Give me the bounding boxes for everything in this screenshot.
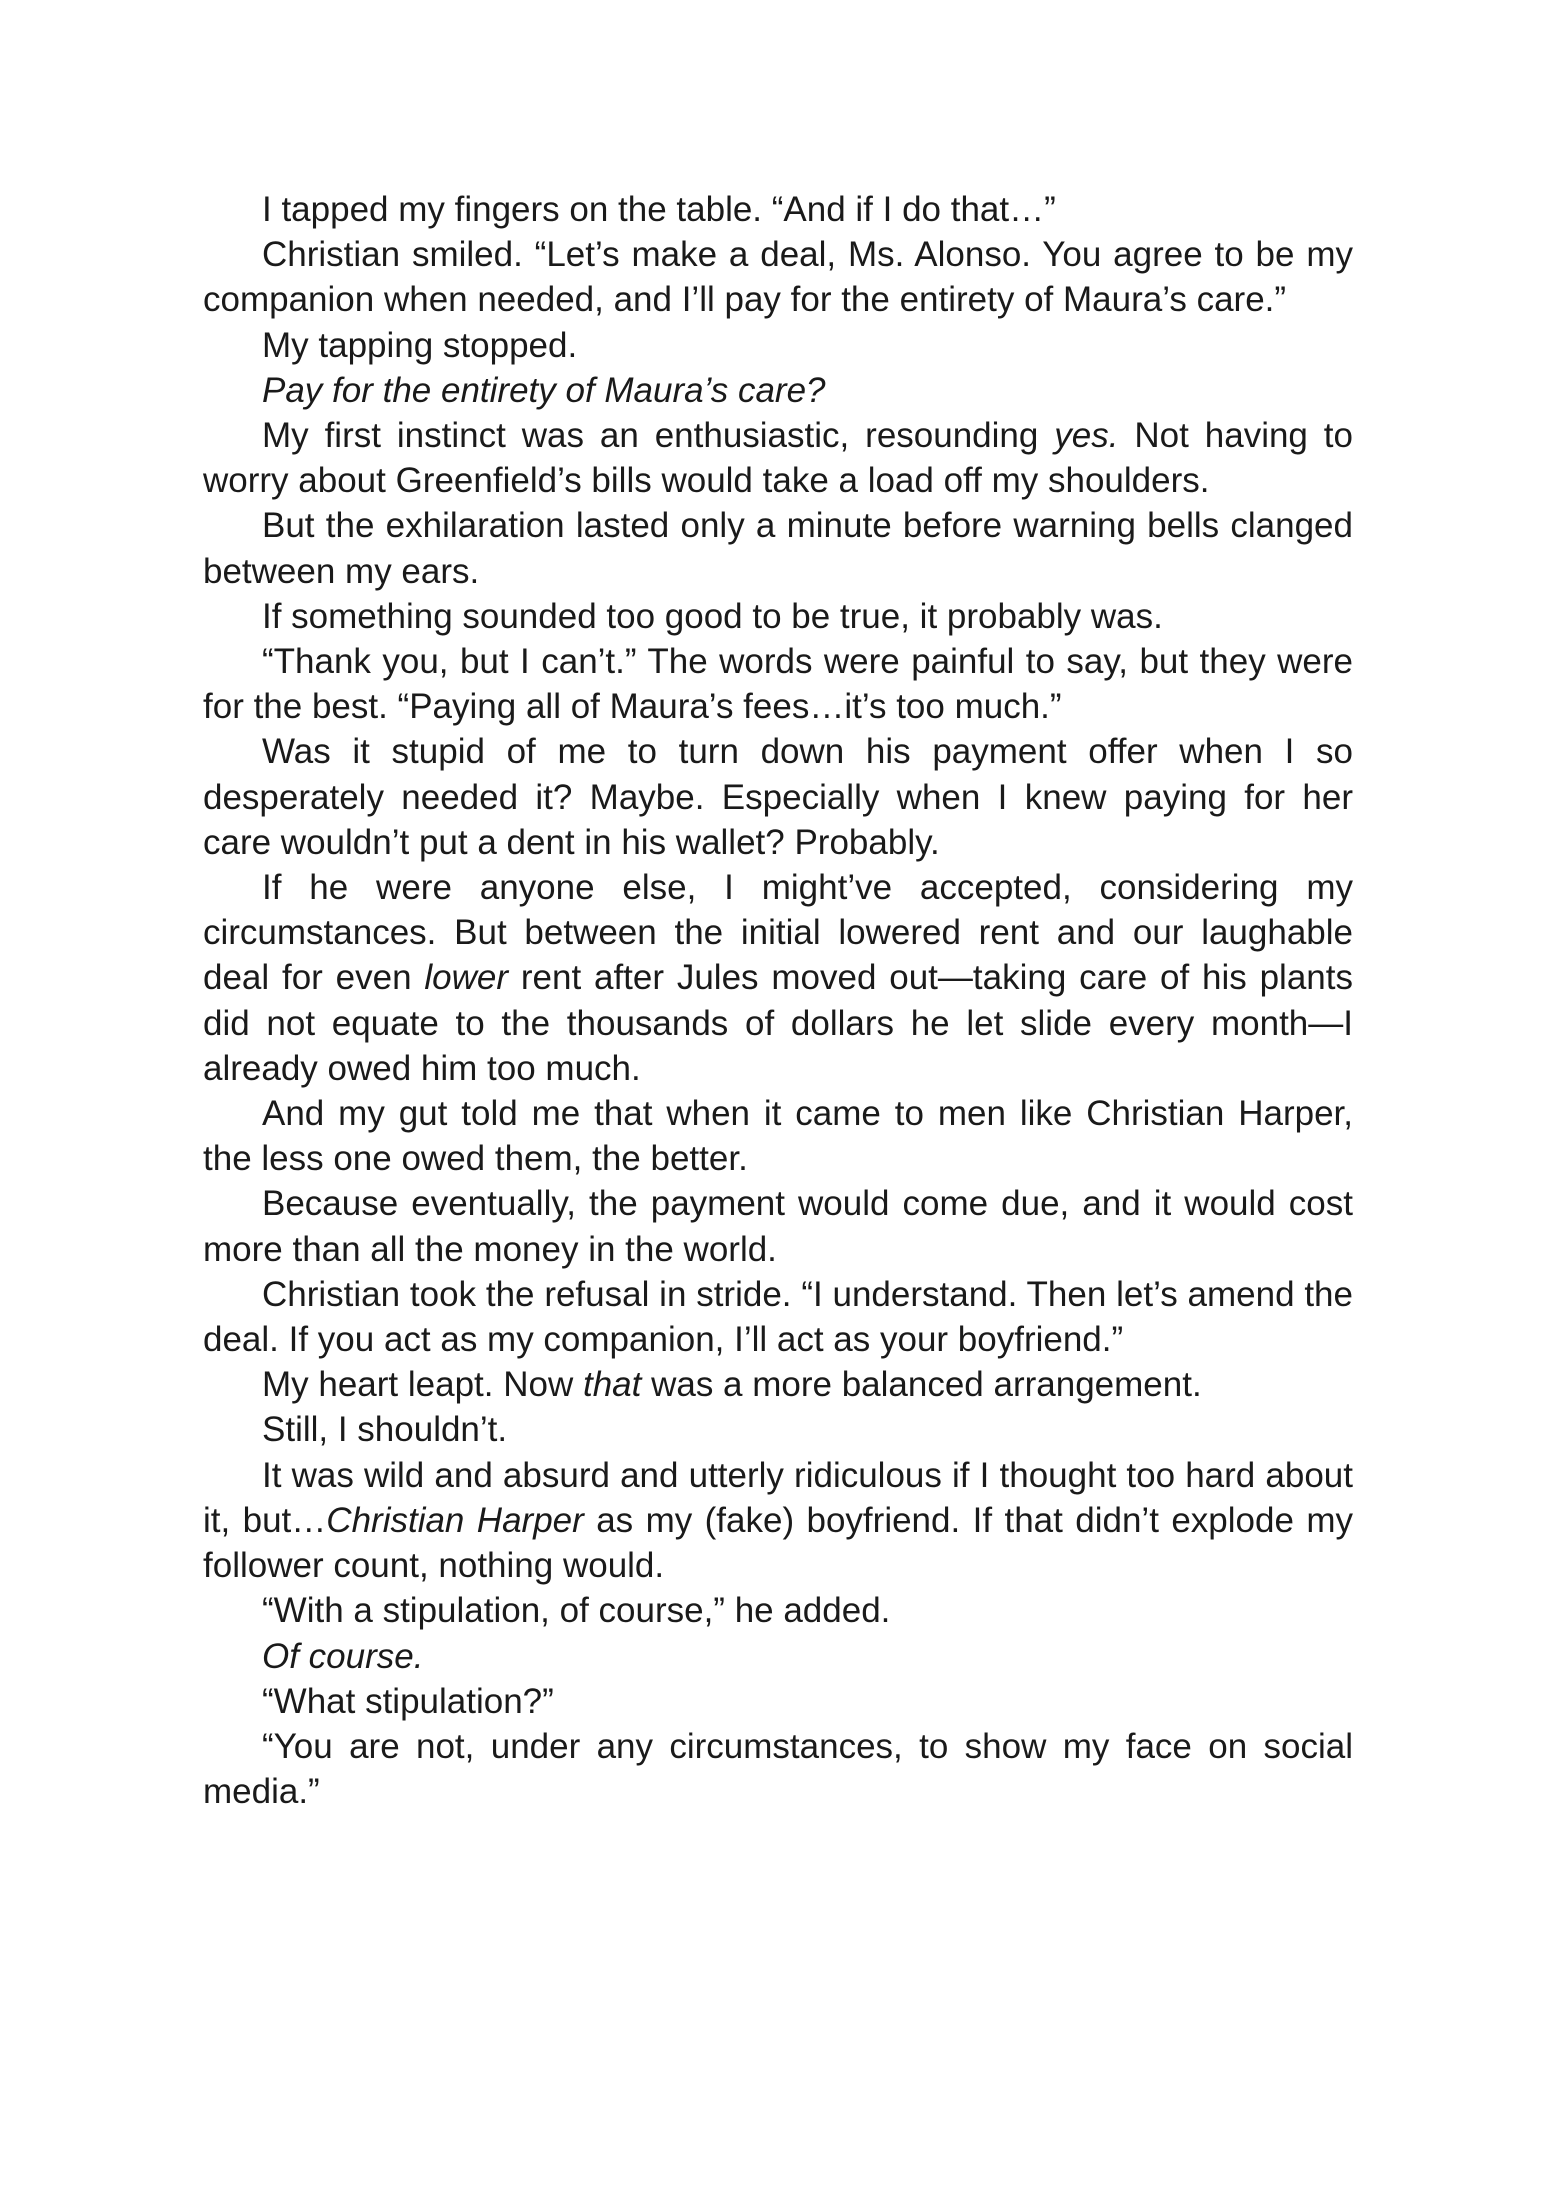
paragraph (203, 1091, 1353, 1181)
paragraph-text: My heart leapt. Now (262, 1365, 583, 1405)
paragraph-text: If he were anyone else, I might’ve accepted, considering my circumstances. But between the initial lowered rent and our laughable deal for even (203, 868, 1353, 998)
italic-text: Of course. (262, 1636, 424, 1676)
paragraph-text: Christian took the refusal in stride. “I understand. Then let’s amend the deal. If you act as my companion, I’ll act as your boyfriend.” (203, 1274, 1353, 1360)
paragraph (203, 1407, 1353, 1452)
paragraph (203, 232, 1353, 322)
paragraph-text: My first instinct was an enthusiastic, resounding (262, 416, 1055, 456)
paragraph-text: Christian smiled. “Let’s make a deal, Ms. Alonso. You agree to be my companion when needed, and I’ll pay for the entirety of Maura’s care.” (203, 235, 1353, 320)
paragraph-text: as my (fake) boyfriend. If that didn’t explode my follower count, nothing would. (203, 1500, 1353, 1586)
paragraph-text: If something sounded too good to be true, it probably was. (262, 596, 1163, 636)
paragraph (203, 368, 1353, 413)
paragraph (203, 594, 1353, 639)
paragraph (203, 639, 1353, 729)
paragraph-text: Still, I shouldn’t. (262, 1410, 508, 1450)
paragraph (203, 187, 1353, 232)
paragraph-text: But the exhilaration lasted only a minute before warning bells clanged between my ears. (203, 506, 1353, 591)
paragraph-text: “Thank you, but I can’t.” The words were painful to say, but they were for the best. “Paying all of Maura’s fees…it’s too much.” (203, 642, 1353, 727)
paragraph (203, 503, 1353, 593)
paragraph-text: Was it stupid of me to turn down his payment offer when I so desperately needed it? Maybe. Especially when I knew paying for her care wouldn’t put a dent in his wallet? Probably. (203, 732, 1353, 862)
italic-text: lower (424, 958, 509, 998)
italic-text: Christian Harper (326, 1500, 584, 1540)
paragraph (203, 1453, 1353, 1589)
italic-text: Pay for the entirety of Maura’s care? (262, 370, 826, 410)
paragraph-text: “With a stipulation, of course,” he added. (262, 1591, 891, 1631)
paragraph-text: It was wild and absurd and utterly ridiculous if I thought too hard about it, but… (203, 1455, 1353, 1540)
paragraph-text: rent after Jules moved out—taking care of his plants did not equate to the thousands of dollars he let slide every month—I already owed him too much. (203, 958, 1353, 1088)
paragraph (203, 1588, 1353, 1633)
paragraph-text: “What stipulation?” (262, 1681, 554, 1721)
paragraph (203, 1362, 1353, 1407)
paragraph (203, 1634, 1353, 1679)
paragraph-text: was a more balanced arrangement. (641, 1365, 1202, 1405)
book-page (203, 187, 1353, 1814)
paragraph (203, 413, 1353, 503)
paragraph (203, 1679, 1353, 1724)
paragraph (203, 1272, 1353, 1362)
paragraph (203, 1724, 1353, 1814)
italic-text: that (582, 1365, 642, 1405)
paragraph-text: “You are not, under any circumstances, to show my face on social media.” (203, 1726, 1353, 1812)
paragraph (203, 865, 1353, 1091)
paragraph-text: Because eventually, the payment would come due, and it would cost more than all the money in the world. (203, 1184, 1353, 1269)
paragraph (203, 729, 1353, 865)
paragraph (203, 1181, 1353, 1271)
italic-text: yes. (1054, 416, 1119, 456)
paragraph-text: I tapped my fingers on the table. “And if I do that…” (262, 190, 1056, 229)
paragraph-text: Not having to worry about Greenfield’s bills would take a load off my shoulders. (203, 416, 1353, 501)
paragraph (203, 323, 1353, 368)
paragraph-text: My tapping stopped. (262, 325, 578, 365)
paragraph-text: And my gut told me that when it came to men like Christian Harper, the less one owed them, the better. (203, 1094, 1353, 1179)
